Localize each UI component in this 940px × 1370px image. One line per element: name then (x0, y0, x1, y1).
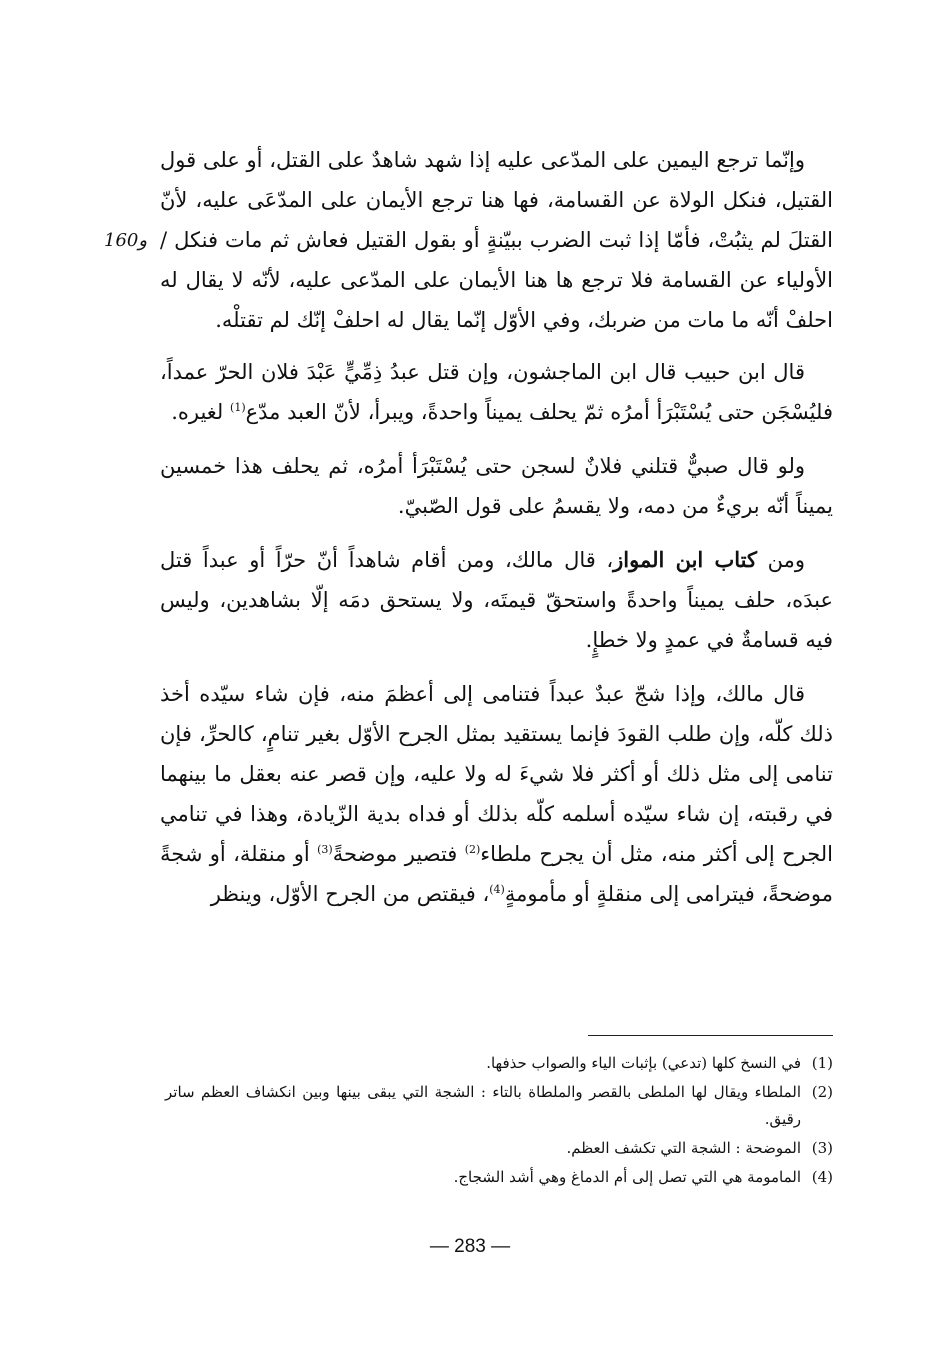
page-number: — 283 — (429, 1236, 511, 1257)
footnote-ref-2[interactable]: (2) (464, 843, 481, 856)
folio-margin-note: 160و (104, 230, 148, 251)
footnote-number: (1) (811, 1054, 833, 1072)
paragraph-4-text: ، قال مالك، ومن أقام شاهداً أنّ حرّاً أو عبداً قتل عبدَه، حلف يميناً واحدةً واستحقّ قيمتَه، ولا يستحق دمَه إلّا بشاهدين، وليس فيه قسامةٌ في عمدٍ ولا خطإٍ. (160, 548, 833, 652)
paragraph-3: ولو قال صبيٌّ قتلني فلانٌ لسجن حتى يُسْتَبْرَأ أمرُه، ثم يحلف هذا خمسين يميناً أنّه بريءٌ من دمه، ولا يقسمُ على قول الصّبيّ. (160, 454, 833, 518)
footnote-number: (4) (811, 1168, 833, 1186)
paragraph-5 (160, 674, 833, 914)
footnote-2 (165, 1079, 833, 1133)
paragraph-5-end: ، فيقتص من الجرح الأوّل، وينظر (210, 882, 490, 906)
paragraph-4 (160, 540, 833, 660)
footnote-text: الموضحة : الشجة التي تكشف العظم. (566, 1139, 801, 1157)
footnotes (165, 1050, 833, 1193)
footnote-ref-3[interactable]: (3) (317, 843, 333, 856)
footnote-text: الملطاء ويقال لها الملطى بالقصر والملطاة بالتاء : الشجة التي يبقى بينها وبين انكشاف العظم ساتر رقيق. (165, 1083, 801, 1128)
paragraph-5-text: قال مالك، وإذا شجّ عبدٌ عبداً فتنامى إلى أعظمَ منه، فإن شاء سيّده أخذ ذلك كلّه، وإن طلب القودَ فإنما يستقيد بمثل الجرح الأوّل بغير تنامٍ، كالحرِّ، فإن تنامى إلى مثل ذلك أو أكثر فلا شيءَ له ولا عليه، وإن قصر عنه بعقل ما بينهما في رقبته، إن شاء سيّده أسلمه كلّه بذلك أو فداه بدية الزّيادة، وهذا في تنامي الجرح إلى أكثر منه، مثل أن يجرح ملطاء (160, 682, 833, 866)
footnote-1 (165, 1050, 833, 1077)
footnote-number: (2) (811, 1083, 833, 1101)
footnote-4 (165, 1164, 833, 1191)
footnote-3 (165, 1135, 833, 1162)
cited-book-title: كتاب ابن المواز (613, 547, 757, 572)
paragraph-2-tail: لغيره. (171, 400, 224, 424)
footnote-text: المامومة هي التي تصل إلى أم الدماغ وهي أشد الشجاج. (453, 1168, 801, 1186)
footnote-divider (588, 1035, 833, 1036)
paragraph-4-lead: ومن (767, 548, 805, 572)
paragraph-2 (160, 352, 833, 432)
paragraph-5-mid: فتصير موضحةً (332, 842, 465, 866)
footnote-text: في النسخ كلها (تدعي) بإثبات الياء والصواب حذفها. (486, 1054, 801, 1072)
footnote-ref-1[interactable]: (1) (230, 401, 246, 414)
paragraph-1: وإنّما ترجع اليمين على المدّعى عليه إذا شهد شاهدٌ على القتل، أو على قول القتيل، فنكل الولاة عن القسامة، فها هنا ترجع الأيمان على المدّعَى عليه، لأنّ القتلَ لم يثبُتْ، فأمّا إذا ثبت الضرب ببيّنةٍ أو بقول القتيل فعاش ثم مات فنكل / الأولياء عن القسامة فلا ترجع ها هنا الأيمان على المدّعى عليه، لأنّه لا يقال له احلفْ أنّه ما مات من ضربك، وفي الأوّل إنّما يقال له احلفْ إنّك لم تقتلْه. (160, 148, 833, 332)
footnote-number: (3) (811, 1139, 833, 1157)
footnote-ref-4[interactable]: (4) (489, 883, 505, 896)
main-text (160, 140, 833, 928)
paragraph-2-text: قال ابن حبيب قال ابن الماجشون، وإن قتل عبدُ ذِمِّيٍّ عَبْدَ فلان الحرّ عمداً، فليُسْجَن حتى يُسْتَبْرَأ أمرُه ثمّ يحلف يميناً واحدةً، ويبرأ، لأنّ العبد مدّع (160, 360, 833, 424)
paragraph-5-mid2: أو منقلة، أو شجةً موضحةً، فيترامى إلى منقلةٍ أو مأمومةٍ (160, 842, 833, 906)
